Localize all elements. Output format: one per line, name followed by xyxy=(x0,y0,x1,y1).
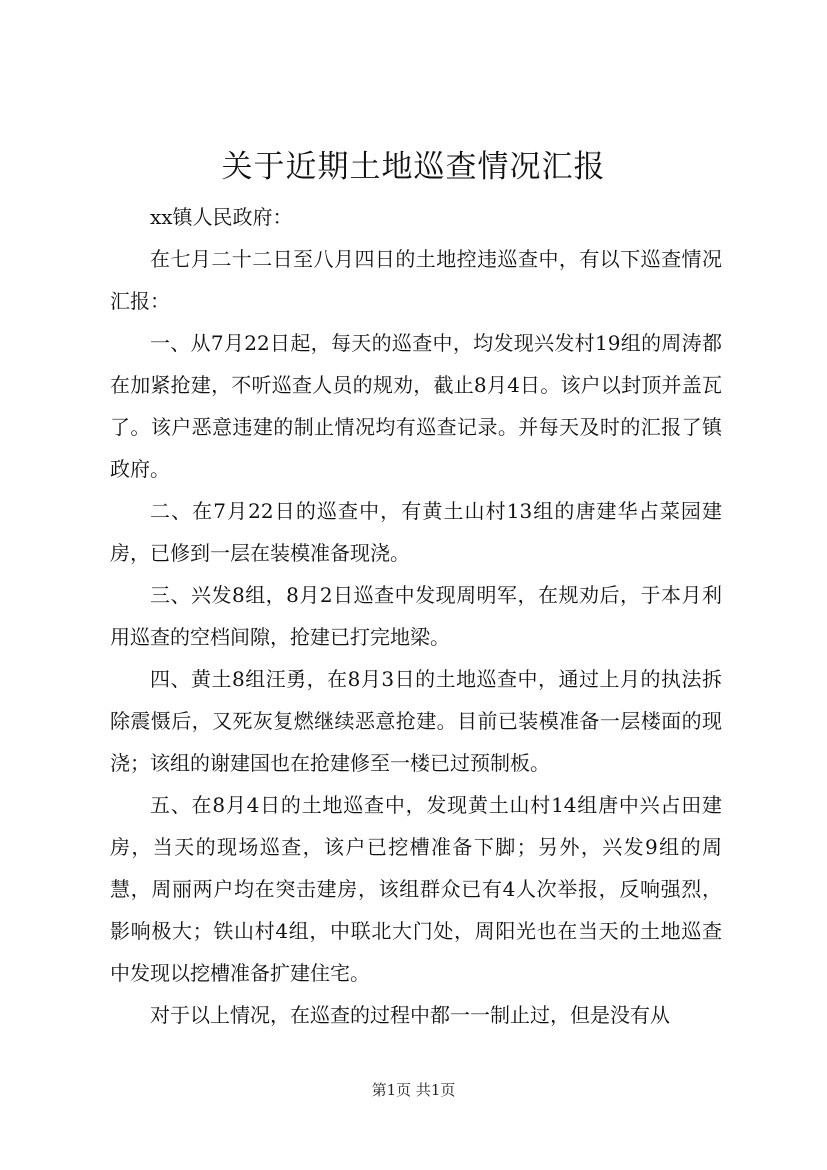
paragraph-item-2: 二、在7月22日的巡查中，有黄土山村13组的唐建华占菜园建房，已修到一层在装模准备现浇。 xyxy=(110,499,722,565)
paragraph-item-3: 三、兴发8组，8月2日巡查中发现周明军，在规劝后，于本月利用巡查的空档间隙，抢建已打完地梁。 xyxy=(110,583,722,649)
paragraph-item-1: 一、从7月22日起，每天的巡查中，均发现兴发村19组的周涛都在加紧抢建，不听巡查人员的规劝，截止8月4日。该户以封顶并盖瓦了。该户恶意违建的制止情况均有巡查记录。并每天及时的汇报了镇政府。 xyxy=(110,331,722,481)
salutation: xx镇人民政府： xyxy=(150,205,293,229)
paragraph-conclusion: 对于以上情况，在巡查的过程中都一一制止过，但是没有从 xyxy=(150,1003,670,1027)
paragraph-item-4: 四、黄土8组汪勇，在8月3日的土地巡查中，通过上月的执法拆除震慑后，又死灰复燃继续恶意抢建。目前已装模准备一层楼面的现浇；该组的谢建国也在抢建修至一楼已过预制板。 xyxy=(110,667,722,775)
document-body xyxy=(110,196,722,1036)
document-title: 关于近期土地巡查情况汇报 xyxy=(221,149,606,185)
page-number-footer: 第1页 共1页 xyxy=(371,1081,456,1099)
paragraph-item-5: 五、在8月4日的土地巡查中，发现黄土山村14组唐中兴占田建房，当天的现场巡查，该户已挖槽准备下脚；另外，兴发9组的周慧，周丽两户均在突击建房，该组群众已有4人次举报，反响强烈，影响极大；铁山村4组，中联北大门处，周阳光也在当天的土地巡查中发现以挖槽准备扩建住宅。 xyxy=(110,793,722,985)
paragraph-intro: 在七月二十二日至八月四日的土地控违巡查中，有以下巡查情况汇报： xyxy=(110,247,722,313)
